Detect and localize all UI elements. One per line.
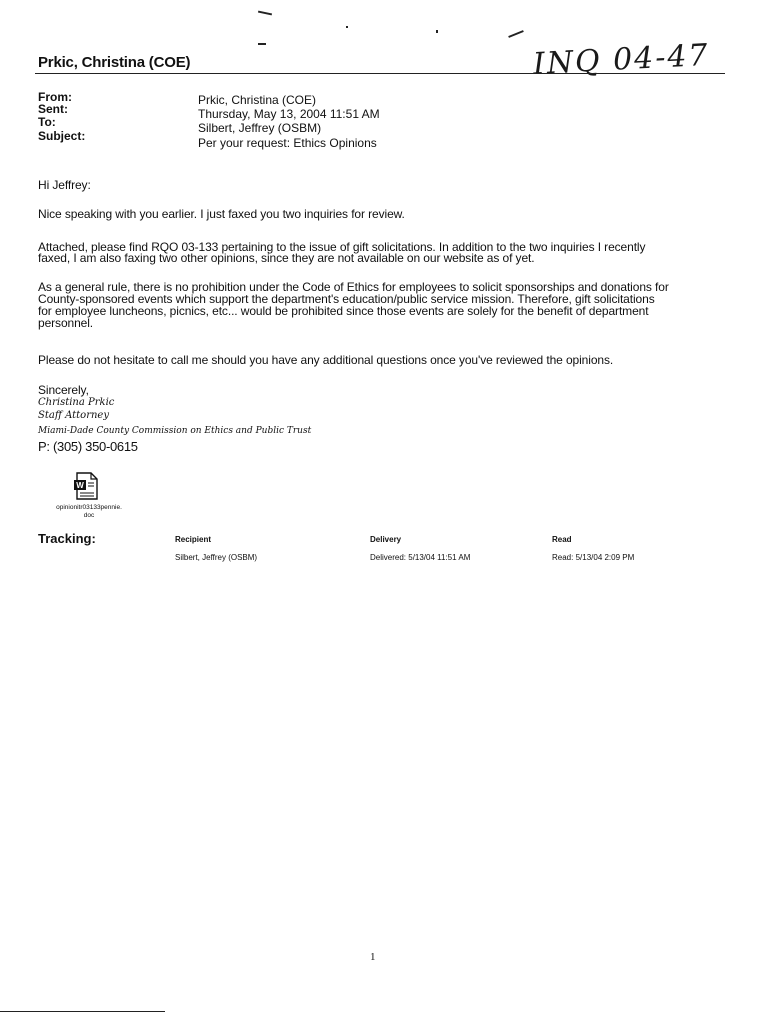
paragraph-2-line-1: Attached, please find RQO 03-133 pertaining to the issue of gift solicitations. In addition to the two inquiries I recently	[38, 240, 646, 254]
header-divider	[35, 73, 725, 74]
subject-label: Subject:	[38, 129, 86, 143]
paragraph-3-line-4: personnel.	[38, 316, 94, 330]
attachment-filename[interactable]	[34, 504, 144, 520]
tracking-read-header: Read	[552, 535, 572, 544]
footer-divider	[0, 1011, 165, 1012]
tracking-recipient-header: Recipient	[175, 535, 212, 544]
tracking-delivery-header: Delivery	[370, 535, 402, 544]
attachment-filename-line-2: doc	[83, 512, 95, 519]
signature-name: Christina Prkic	[38, 397, 115, 408]
scan-mark	[346, 26, 348, 28]
paragraph-4: Please do not hesitate to call me should you have any additional questions once you've reviewed the opinions.	[38, 353, 614, 367]
svg-text:W: W	[76, 481, 84, 490]
sent-label: Sent:	[38, 102, 68, 116]
scan-mark	[258, 11, 272, 16]
word-document-icon[interactable]	[72, 472, 100, 500]
sent-value: Thursday, May 13, 2004 11:51 AM	[198, 107, 380, 121]
to-label: To:	[38, 115, 56, 129]
email-header-name: Prkic, Christina (COE)	[38, 54, 191, 71]
tracking-read-value: Read: 5/13/04 2:09 PM	[552, 553, 635, 562]
attachment-filename-line-1: opinionitr03133pennie.	[56, 504, 122, 511]
signature-org: Miami-Dade County Commission on Ethics and Public Trust	[38, 426, 312, 436]
tracking-delivery-value: Delivered: 5/13/04 11:51 AM	[370, 553, 471, 562]
paragraph-2-line-2: faxed, I am also faxing two other opinions, since they are not available on our website as of yet.	[38, 251, 535, 265]
closing: Sincerely,	[38, 383, 89, 397]
handwritten-inquiry-number: INQ 04-47	[532, 37, 711, 82]
paragraph-3-line-3: for employee luncheons, picnics, etc... would be prohibited since those events are solely for the benefit of department	[38, 304, 649, 318]
to-value: Silbert, Jeffrey (OSBM)	[198, 121, 322, 135]
scan-mark	[436, 30, 438, 33]
paragraph-3-line-2: County-sponsored events which support the department's education/public service mission. Therefore, gift solicitations	[38, 292, 655, 306]
paragraph-1: Nice speaking with you earlier. I just faxed you two inquiries for review.	[38, 207, 405, 221]
subject-value: Per your request: Ethics Opinions	[198, 136, 377, 150]
signature-title: Staff Attorney	[38, 410, 109, 421]
page-number: 1	[370, 951, 376, 963]
paragraph-3-line-1: As a general rule, there is no prohibition under the Code of Ethics for employees to solicit sponsorships and donations for	[38, 280, 669, 294]
scan-mark	[508, 30, 524, 38]
scan-mark	[258, 43, 266, 45]
tracking-label: Tracking:	[38, 531, 96, 546]
from-label: From:	[38, 90, 72, 104]
tracking-recipient-value: Silbert, Jeffrey (OSBM)	[175, 553, 258, 562]
signature-phone: P: (305) 350-0615	[38, 439, 138, 454]
greeting: Hi Jeffrey:	[38, 178, 91, 192]
from-value: Prkic, Christina (COE)	[198, 93, 317, 107]
